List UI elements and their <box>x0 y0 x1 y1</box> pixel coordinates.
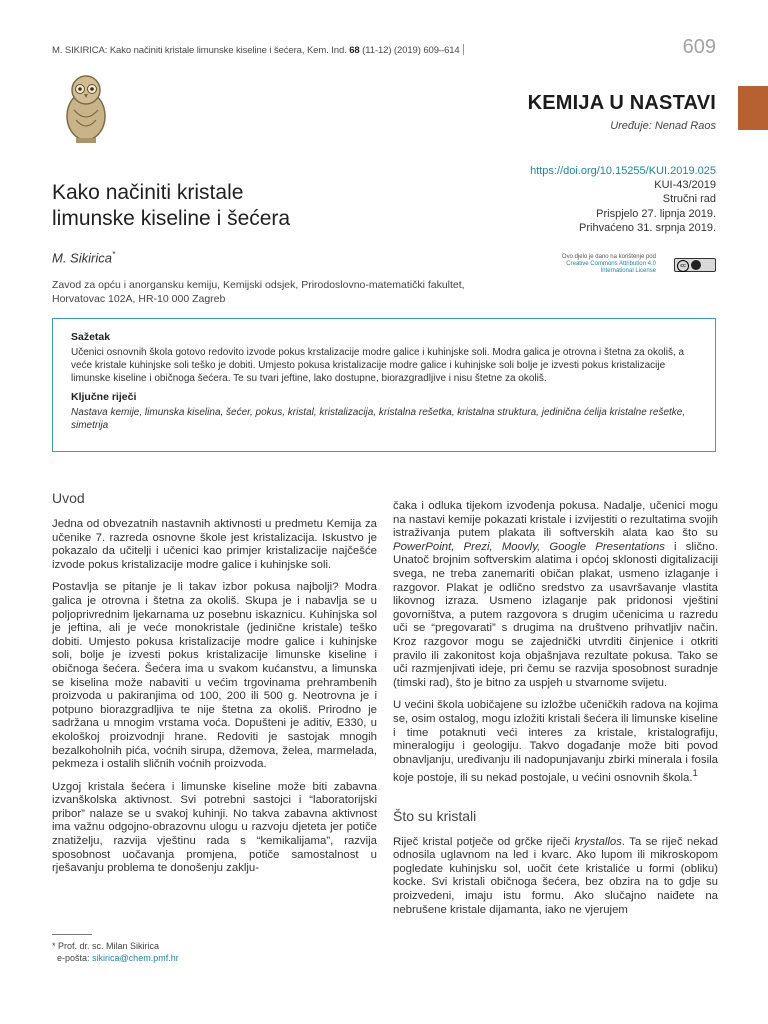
paragraph: Postavlja se pitanje je li takav izbor pokusa najbolji? Modra galica je otrovna i štetna za okoliš. Skupa je i nabavlja se u poljoprivrednim ljekarnama uz posebnu iskaznicu. Kuhinjska sol je jeftina, ali je veće monokristale (jedinične kristale) teško dobiti. Umjesto pokusa kristalizacije modre galice i kuhinjske soli, bolje je izvesti pokus kristalizacije limunske kiseline i običnoga šećera. Šećera ima u svakom kućanstvu, a limunska se kiselina može nabaviti u većim trgovinama prehrambenih proizvoda u pakiranjima od 100, 200 ili 500 g. Neotrovna je i potpuno biorazgradljiva te nije štetna za okoliš. Prirodno je sadržana u mnogim vrstama voća. Dopušteni je aditiv, E330, u ekološkoj proizvodnji hrane. Redoviti je sastojak mnogih bezalkoholnih pića, voćnih sirupa, džemova, želea, marmelada, pekmeza i ostalih sličnih voćnih proizvoda. <box>52 581 377 771</box>
license-block <box>546 254 716 276</box>
doi-link[interactable]: https://doi.org/10.15255/KUI.2019.025 <box>530 165 716 177</box>
running-head <box>52 44 532 56</box>
footnote-email-line <box>52 952 179 964</box>
footnote <box>52 940 179 964</box>
right-column <box>393 500 718 926</box>
affiliation <box>52 279 512 306</box>
section-editor: Uređuje: Nenad Raos <box>610 120 716 132</box>
paragraph <box>393 836 718 918</box>
paragraph <box>393 500 718 690</box>
running-head-prefix: M. SIKIRICA: Kako načiniti kristale limunske kiseline i šećera, Kem. Ind. <box>52 45 347 56</box>
paragraph <box>393 699 718 785</box>
email-link[interactable]: sikirica@chem.pmf.hr <box>92 953 179 963</box>
paragraph-text: U većini škola uobičajene su izložbe učeničkih radova na kojima se, osim ostalog, mogu izložiti kristali šećera ili limunske kiseline i time potaknuti veći interes za kristale, kristalografiju, mineralogiju i geologiju. Takvo događanje može biti povod obnavljanju, uređivanju ili nadopunjavanju zbirki minerala i fosila koje postoje, ili su nekad postojale, u većini osnovnih škola. <box>393 699 718 785</box>
abstract-heading: Sažetak <box>71 331 111 343</box>
owl-logo-icon <box>50 66 122 148</box>
title-line: limunske kiseline i šećera <box>52 207 291 230</box>
footnote-mark: * <box>52 941 56 951</box>
page-number: 609 <box>682 36 716 58</box>
greek-word: krystallos <box>574 835 622 848</box>
paragraph: Jedna od obvezatnih nastavnih aktivnosti u predmetu Kemija za učenike 7. razreda osnovne škole jest kristalizacija. Iskustvo je pokazalo da učitelji i učenici kao primjer kristalizacije najčešće izvode pokus kristalizacije modre galice i kuhinjske soli. <box>52 518 377 571</box>
paragraph: Uzgoj kristala šećera i limunske kiseline može biti zabavna izvanškolska aktivnost. Svi potrebni sastojci i “laboratorijski pribor” nalaze se u svakoj kuhinji. No takva zabavna aktivnost ima važnu odgojno-obrazovnu ulogu u razvoju djeteta jer potiče znatiželju, razvija vještinu rada s “kemikalijama”, razvija sposobnost uočavanja promjena, potiče samostalnost u rješavanju problema te donošenju zaklju- <box>52 780 377 875</box>
article-title <box>52 180 452 232</box>
section-tab-marker <box>738 86 768 130</box>
running-head-suffix: (11-12) (2019) 609–614 <box>362 45 460 56</box>
footnote-rule <box>52 934 92 935</box>
software-tools: PowerPoint, Prezi, Moovly, Google Presentations <box>393 540 665 553</box>
license-link[interactable]: Creative Commons Attribution 4.0 <box>566 261 656 267</box>
affiliation-line: Zavod za opću i anorgansku kemiju, Kemijski odsjek, Prirodoslovno-matematički fakultet, <box>52 279 465 291</box>
paragraph-text: čaka i odluka tijekom izvođenja pokusa. Nadalje, učenici mogu na nastavi kemije pokazati kristale i izvijestiti o rezultatima svojih istraživanja putem plakata ili softverskih alata kao što su <box>393 500 718 540</box>
header-divider <box>463 44 464 55</box>
author <box>52 250 115 265</box>
paragraph-text: . Ta se riječ nekad odnosila uglavnom na led i kvarc. Ako lupom ili mikroskopom pogledate kuhinjsku sol, uočit ćete kristaliće u formi (obliku) kocke. Svi kristali običnoga šećera, bez obzira na to gdje su proizvedeni, imaju istu formu. Ako slučajno naiđete na nebrušene kristale dijamanta, iako ne vjerujem <box>393 835 718 916</box>
abstract-box <box>52 318 716 452</box>
left-column <box>52 490 377 885</box>
reference-mark[interactable]: 1 <box>692 768 698 780</box>
author-footnote-mark: * <box>111 250 116 259</box>
affiliation-line: Horvatovac 102A, HR-10 000 Zagreb <box>52 292 226 305</box>
license-line: Ovo djelo je dano na korištenje pod <box>561 254 656 260</box>
email-label: e-pošta: <box>57 953 93 963</box>
license-link[interactable]: International License <box>600 268 656 274</box>
accepted-date: Prihvaćeno 31. srpnja 2019. <box>579 221 716 234</box>
section-heading-intro: Uvod <box>52 490 85 506</box>
volume: 68 <box>349 45 360 56</box>
article-meta <box>530 164 716 235</box>
keywords-heading: Ključne riječi <box>71 391 137 403</box>
article-type: Stručni rad <box>662 193 716 206</box>
paragraph-text: i slično. Unatoč brojnim softverskim alatima i općoj sklonosti digitalizaciji svega, ne treba zanemariti običan plakat, usmeno izlaganje i razgovor. Plakat je odlično sredstvo za usavršavanje vlastita likovnog izraza. Usmeno izlaganje pak pridonosi vještini govorništva, a putem razgovora s drugim učenicima u razredu uči se “pregovarati” s drugima na društveno prihvatljiv način. Kroz razgovor mogu se zajednički utvrditi činjenice i otkriti pravilo ili zakonitost koja objašnjava rezultate pokusa. Tako se uči razmjenjivati ideje, pri čemu se razvija sposobnost suradnje (timski rad), što je bitno za uspjeh u stvarnome svijetu. <box>393 540 718 689</box>
author-name: M. Sikirica <box>52 250 112 266</box>
section-name: KEMIJA U NASTAVI <box>527 92 716 114</box>
cc-icon: cc <box>677 260 689 272</box>
license-text <box>546 254 656 275</box>
paragraph-text: Riječ kristal potječe od grčke riječi <box>393 835 575 848</box>
section-heading-crystals: Što su kristali <box>393 807 477 824</box>
keywords-text: Nastava kemije, limunska kiselina, šećer, pokus, kristal, kristalizacija, kristalna rešetka, kristalna struktura, jedinična ćelija kristalne rešetke, simetrija <box>71 407 686 431</box>
title-line: Kako načiniti kristale <box>52 181 244 204</box>
received-date: Prispjelo 27. lipnja 2019. <box>596 207 716 220</box>
cc-by-badge-icon[interactable] <box>674 258 716 272</box>
article-code: KUI-43/2019 <box>654 179 716 192</box>
by-icon <box>691 260 701 270</box>
footnote-author <box>52 940 179 952</box>
abstract-text: Učenici osnovnih škola gotovo redovito izvode pokus krstalizacije modre galice i kuhinjske soli. Modra galica je otrovna i štetna za okoliš, a veće kristale kuhinjske soli teško je dobiti. Umjesto pokusa kristalizacije modre galice i kuhinjske soli bolje je izvesti pokus kristalizacije limunske kiseline i običnoga šećera. Te su tvari jeftine, lako dostupne, biorazgradljive i nisu štetne za okoliš. <box>71 347 685 384</box>
footnote-name: Prof. dr. sc. Milan Sikirica <box>58 941 160 951</box>
